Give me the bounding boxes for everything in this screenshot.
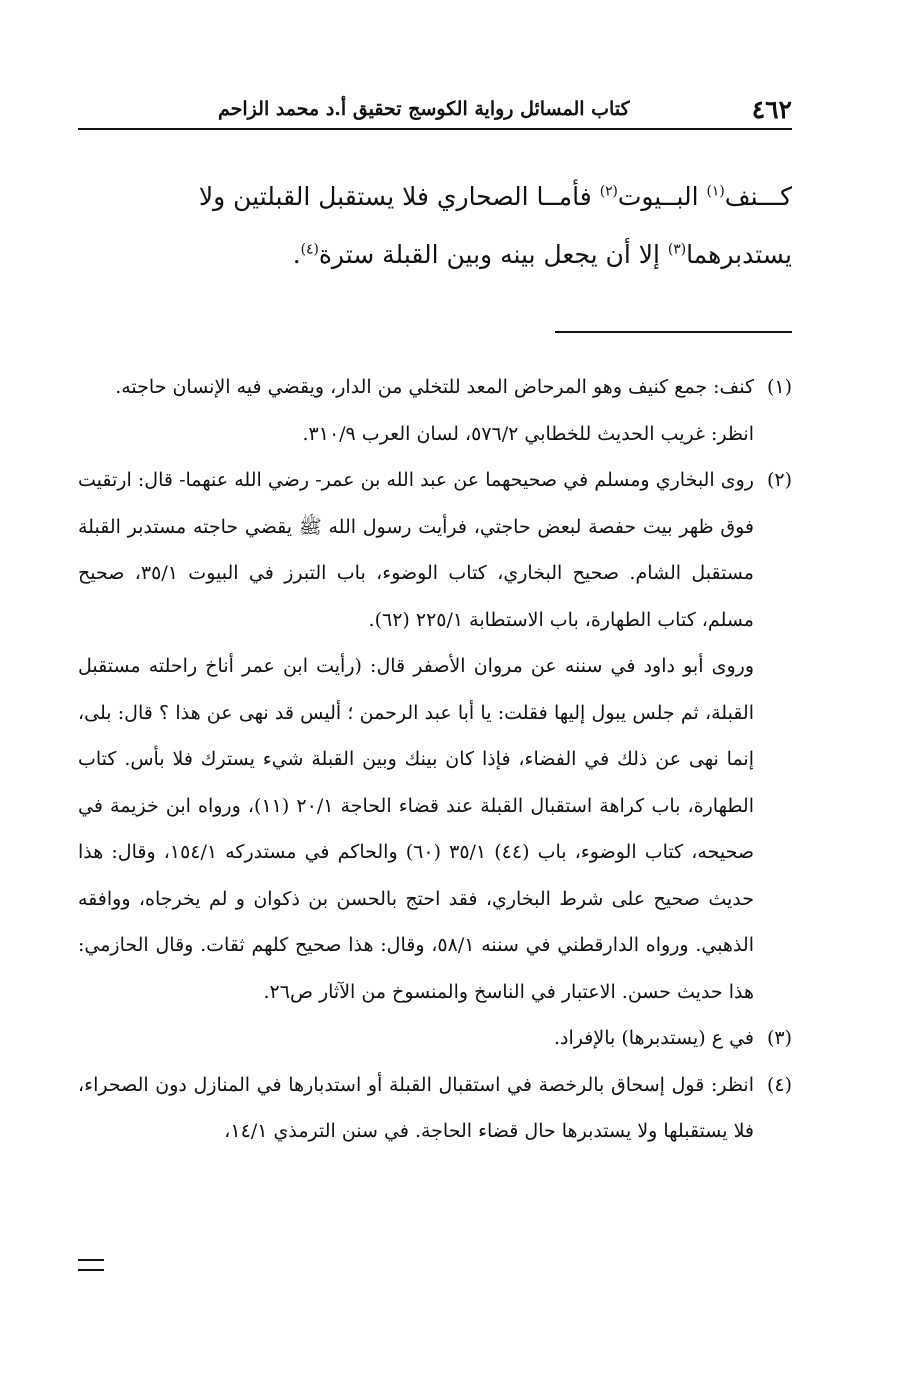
footnote-divider (555, 331, 792, 333)
footnote-4 (78, 1062, 792, 1155)
footnote-paragraph: انظر: قول إسحاق بالرخصة في استقبال القبلة أو استدبارها في المنازل دون الصحراء، فلا يستقبلها ولا يستدبرها حال قضاء الحاجة. في سنن الترمذي ١٤/١، (78, 1073, 754, 1142)
footnote-paragraph: كنف: جمع كنيف وهو المرحاض المعد للتخلي من الدار، ويقضي فيه الإنسان حاجته. (115, 376, 754, 398)
footnote-paragraph: انظر: غريب الحديث للخطابي ٥٧٦/٢، لسان العرب ٣١٠/٩. (302, 422, 754, 445)
footnote-body (78, 457, 754, 1015)
page-header (78, 92, 792, 126)
footnote-body (78, 1015, 754, 1062)
footnote-number: (٢) (766, 469, 792, 491)
main-text-segment: البــيوت (617, 182, 699, 211)
footnote-ref-1: (١) (706, 183, 725, 200)
main-text-segment: . (292, 240, 301, 269)
footnote-paragraph: في ع (يستدبرها) بالإفراد. (554, 1027, 754, 1049)
footnote-ref-2: (٢) (599, 183, 618, 200)
continuation-mark (78, 1259, 104, 1271)
running-title: كتاب المسائل رواية الكوسج تحقيق أ.د محمد الزاحم (218, 98, 630, 120)
footnote-paragraph: روى البخاري ومسلم في صحيحهما عن عبد الله بن عمر- رضي الله عنهما- قال: ارتقيت فوق ظهر بيت حفصة لبعض حاجتي، فرأيت رسول الله ﷺ يقضي حاجته مستدبر القبلة مستقبل الشام. صحيح البخاري، كتاب الوضوء، باب التبرز في البيوت ٣٥/١، صحيح مسلم، كتاب الطهارة، باب الاستطابة ٢٢٥/١ (٦٢). (78, 469, 754, 631)
footnotes (78, 364, 792, 1155)
footnote-ref-4: (٤) (300, 241, 319, 258)
main-text-segment: فأمــا الصحاري فلا يستقبل القبلتين ولا (198, 182, 592, 211)
main-text-segment: كـــنف (724, 182, 792, 211)
footnote-1 (78, 364, 792, 457)
main-text-segment: يستدبرهما (686, 240, 792, 269)
footnote-body (78, 364, 754, 457)
footnote-number: (٤) (766, 1073, 792, 1096)
footnote-paragraph: وروى أبو داود في سننه عن مروان الأصفر قال: (رأيت ابن عمر أناخ راحلته مستقبل القبلة، ثم جلس يبول إليها فقلت: يا أبا عبد الرحمن ؛ أليس قد نهى عن هذا ؟ قال: بلى، إنما نهى عن ذلك في الفضاء، فإذا كان بينك وبين القبلة شيء يسترك فلا بأس. كتاب الطهارة، باب كراهة استقبال القبلة عند قضاء الحاجة ٢٠/١ (١١)، ورواه ابن خزيمة في صحيحه، كتاب الوضوء، باب (٤٤) ٣٥/١ (٦٠) والحاكم في مستدركه ١٥٤/١، وقال: هذا حديث صحيح على شرط البخاري، فقد احتج بالحسن بن ذكوان و لم يخرجاه، ووافقه الذهبي. ورواه الدارقطني في سننه ٥٨/١، وقال: هذا صحيح كلهم ثقات. وقال الحازمي: هذا حديث حسن. الاعتبار في الناسخ والمنسوخ من الآثار ص٢٦. (78, 655, 754, 1003)
footnote-3 (78, 1015, 792, 1062)
page-number: ٤٦٢ (751, 94, 792, 124)
header-divider (78, 128, 792, 130)
footnote-2 (78, 457, 792, 1015)
main-text (78, 168, 792, 284)
footnote-number: (٣) (766, 1027, 792, 1049)
footnote-number: (١) (766, 376, 792, 398)
main-text-line (78, 168, 792, 226)
main-text-segment: إلا أن يجعل بينه وبين القبلة سترة (318, 240, 660, 269)
footnote-body (78, 1062, 754, 1155)
footnote-ref-3: (٣) (667, 241, 687, 258)
main-text-line (78, 226, 792, 284)
